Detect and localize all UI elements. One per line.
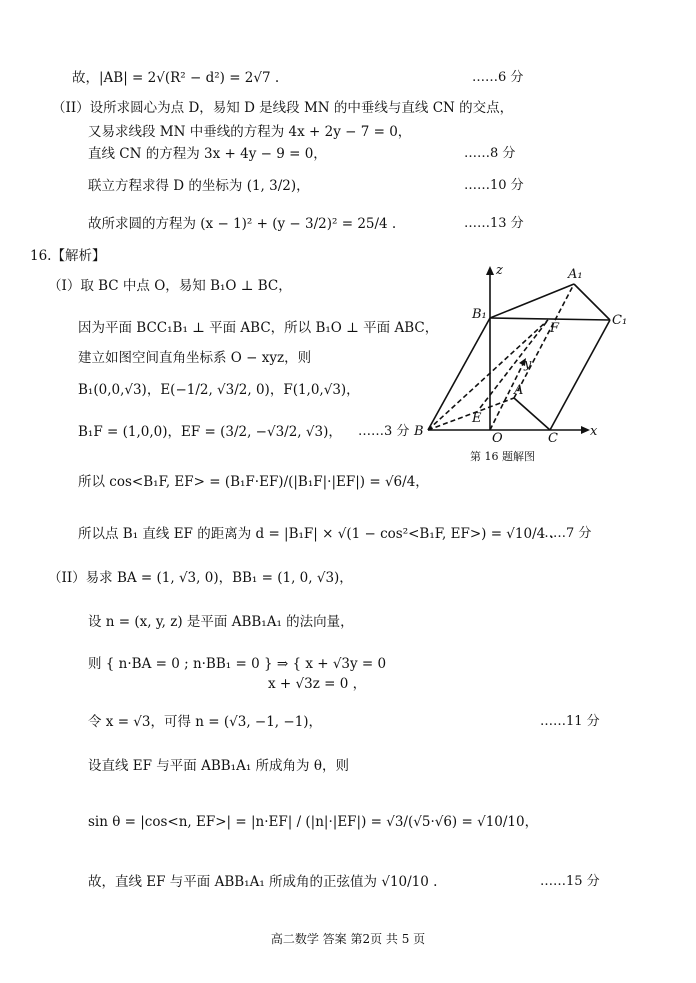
q16-ii-line-4: 令 x = √3，可得 n = (√3, −1, −1)， — [88, 714, 323, 730]
q16-i-line-2: 因为平面 BCC₁B₁ ⊥ 平面 ABC，所以 B₁O ⊥ 平面 ABC， — [78, 320, 439, 336]
q16-i-line-3: 建立如图空间直角坐标系 O − xyz，则 — [78, 350, 312, 366]
q16-ii-line-1: （II）易求 BA = (1, √3, 0)，BB₁ = (1, 0, √3)， — [48, 570, 353, 586]
score-3: ……3 分 — [358, 424, 410, 439]
label-E: E — [472, 411, 482, 426]
label-A: A — [514, 383, 524, 398]
q16-i-line-7: 所以点 B₁ 直线 EF 的距离为 d = |B₁F| × √(1 − cos²<B₁F, EF>) = √10/4 . — [78, 526, 554, 542]
part2-line-2: 又易求线段 MN 中垂线的方程为 4x + 2y − 7 = 0， — [88, 124, 412, 140]
label-A1: A₁ — [568, 267, 583, 282]
q16-i-line-5: B₁F = (1,0,0)，EF = (3/2, −√3/2, √3)， — [78, 424, 342, 440]
score-13: ……13 分 — [464, 216, 524, 231]
edge-B1-A1 — [490, 284, 574, 318]
q16-i-line-6: 所以 cos<B₁F, EF> = (B₁F·EF)/(|B₁F|·|EF|) = √6/4， — [78, 474, 429, 490]
part2-line-5: 故所求圆的方程为 (x − 1)² + (y − 3/2)² = 25/4 . — [88, 216, 397, 232]
edge-C-C1 — [550, 320, 610, 430]
edge-B-A — [428, 398, 514, 430]
q16-ii-line-5: 设直线 EF 与平面 ABB₁A₁ 所成角为 θ，则 — [88, 758, 349, 774]
label-C: C — [548, 431, 558, 446]
label-y: y — [524, 357, 532, 372]
page-footer: 高二数学 答案 第2页 共 5 页 — [270, 932, 426, 946]
q16-i-line-4: B₁(0,0,√3)，E(−1/2, √3/2, 0)，F(1,0,√3)， — [78, 382, 360, 398]
label-C1: C₁ — [612, 313, 628, 328]
edge-A-A1 — [514, 284, 574, 398]
q16-ii-line-7: 故，直线 EF 与平面 ABB₁A₁ 所成角的正弦值为 √10/10 . — [88, 874, 438, 890]
label-x: x — [590, 424, 598, 439]
segment-B-F — [428, 320, 548, 430]
part2-line-4: 联立方程求得 D 的坐标为 (1, 3/2)， — [88, 178, 310, 194]
part2-line-1: （II）设所求圆心为点 D，易知 D 是线段 MN 的中垂线与直线 CN 的交点， — [52, 100, 514, 116]
label-B: B — [414, 424, 424, 439]
edge-A1-C1 — [574, 284, 610, 320]
part1-result-line: 故，|AB| = 2√(R² − d²) = 2√7 . — [72, 70, 280, 86]
score-6: ……6 分 — [472, 70, 524, 85]
label-F: F — [550, 321, 560, 336]
figure-caption: 第 16 题解图 — [470, 450, 535, 463]
q16-ii-line-3a: 则 { n·BA = 0 ; n·BB₁ = 0 } ⇒ { x + √3y = 0 — [88, 656, 387, 672]
label-z: z — [496, 263, 503, 278]
part2-line-3: 直线 CN 的方程为 3x + 4y − 9 = 0， — [88, 146, 327, 162]
score-7: ……7 分 — [540, 526, 592, 541]
score-10: ……10 分 — [464, 178, 524, 193]
q16-i-line-1: （I）取 BC 中点 O，易知 B₁O ⊥ BC， — [48, 278, 292, 294]
q16-figure — [410, 262, 640, 467]
q16-ii-line-6: sin θ = |cos<n, EF>| = |n·EF| / (|n|·|EF|) = √3/(√5·√6) = √10/10， — [88, 814, 539, 830]
score-11: ……11 分 — [540, 714, 600, 729]
label-O: O — [492, 431, 503, 446]
q16-ii-line-2: 设 n = (x, y, z) 是平面 ABB₁A₁ 的法向量， — [88, 614, 354, 630]
score-15: ……15 分 — [540, 874, 600, 889]
score-8: ……8 分 — [464, 146, 516, 161]
edge-B1-C1 — [490, 318, 610, 320]
q16-ii-line-3b: x + √3z = 0 ， — [268, 676, 367, 692]
edge-A-C — [514, 398, 550, 430]
q16-heading: 16.【解析】 — [30, 248, 106, 264]
label-B1: B₁ — [472, 307, 487, 322]
